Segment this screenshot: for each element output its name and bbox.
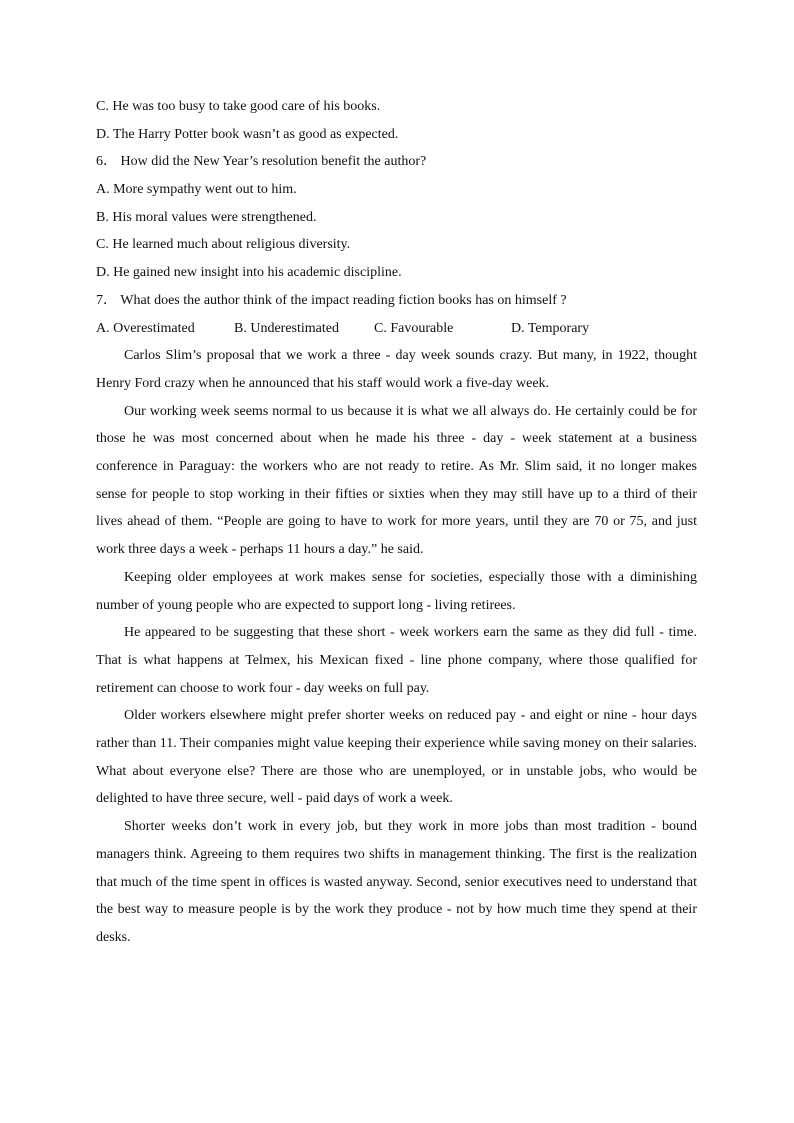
passage-paragraph-6: Shorter weeks don’t work in every job, but they work in more jobs than most tradition - bound managers think. Agreeing to them requires two shifts in management thinking. The first is the realization that much of the time spent in offices is wasted anyway. Second, senior executives need to understand that the best way to measure people is by the work they produce - not by how much time they spend at their desks. (96, 819, 697, 945)
q7-option-a: A. Overestimated (96, 320, 195, 336)
q7-option-b: B. Underestimated (234, 320, 339, 336)
passage-paragraph-5: Older workers elsewhere might prefer shorter weeks on reduced pay - and eight or nine - hour days rather than 11. Their companies might value keeping their experience while saving money on their salaries. What about everyone else? There are those who are unemployed, or in unstable jobs, who would be delighted to have three secure, well - paid days of work a week. (96, 708, 697, 807)
q6-stem: 6． How did the New Year’s resolution benefit the author? (96, 154, 427, 170)
q7-option-d: D. Temporary (511, 320, 590, 336)
q5-option-c: C. He was too busy to take good care of his books. (96, 99, 381, 114)
q6-option-c: C. He learned much about religious diversity. (96, 237, 351, 253)
page-content (96, 93, 697, 952)
passage-paragraph-1: Carlos Slim’s proposal that we work a three - day week sounds crazy. But many, in 1922, thought Henry Ford crazy when he announced that his staff would work a five-day week. (96, 348, 697, 391)
q6-option-d: D. He gained new insight into his academic discipline. (96, 265, 402, 281)
q7-option-c: C. Favourable (374, 320, 454, 336)
q7-stem: 7． What does the author think of the impact reading fiction books has on himself ? (96, 292, 567, 308)
q6-option-a: A. More sympathy went out to him. (96, 182, 297, 198)
q7-options (96, 315, 697, 343)
q5-option-d: D. The Harry Potter book wasn’t as good as expected. (96, 126, 399, 142)
passage-paragraph-3: Keeping older employees at work makes sense for societies, especially those with a diminishing number of young people who are expected to support long - living retirees. (96, 569, 697, 613)
passage-paragraph-4: He appeared to be suggesting that these short - week workers earn the same as they did full - time. That is what happens at Telmex, his Mexican fixed - line phone company, where those qualified for retirement can choose to work four - day weeks on full pay. (96, 625, 697, 696)
passage-paragraph-2: Our working week seems normal to us because it is what we all always do. He certainly could be for those he was most concerned about when he made his three - day - week statement at a business conference in Paraguay: the workers who are not ready to retire. As Mr. Slim said, it no longer makes sense for people to stop working in their fifties or sixties when they may still have up to a third of their lives ahead of them. “People are going to have to work for more years, until they are 70 or 75, and just work three days a week - perhaps 11 hours a day.” he said. (96, 403, 697, 558)
q6-option-b: B. His moral values were strengthened. (96, 209, 317, 225)
